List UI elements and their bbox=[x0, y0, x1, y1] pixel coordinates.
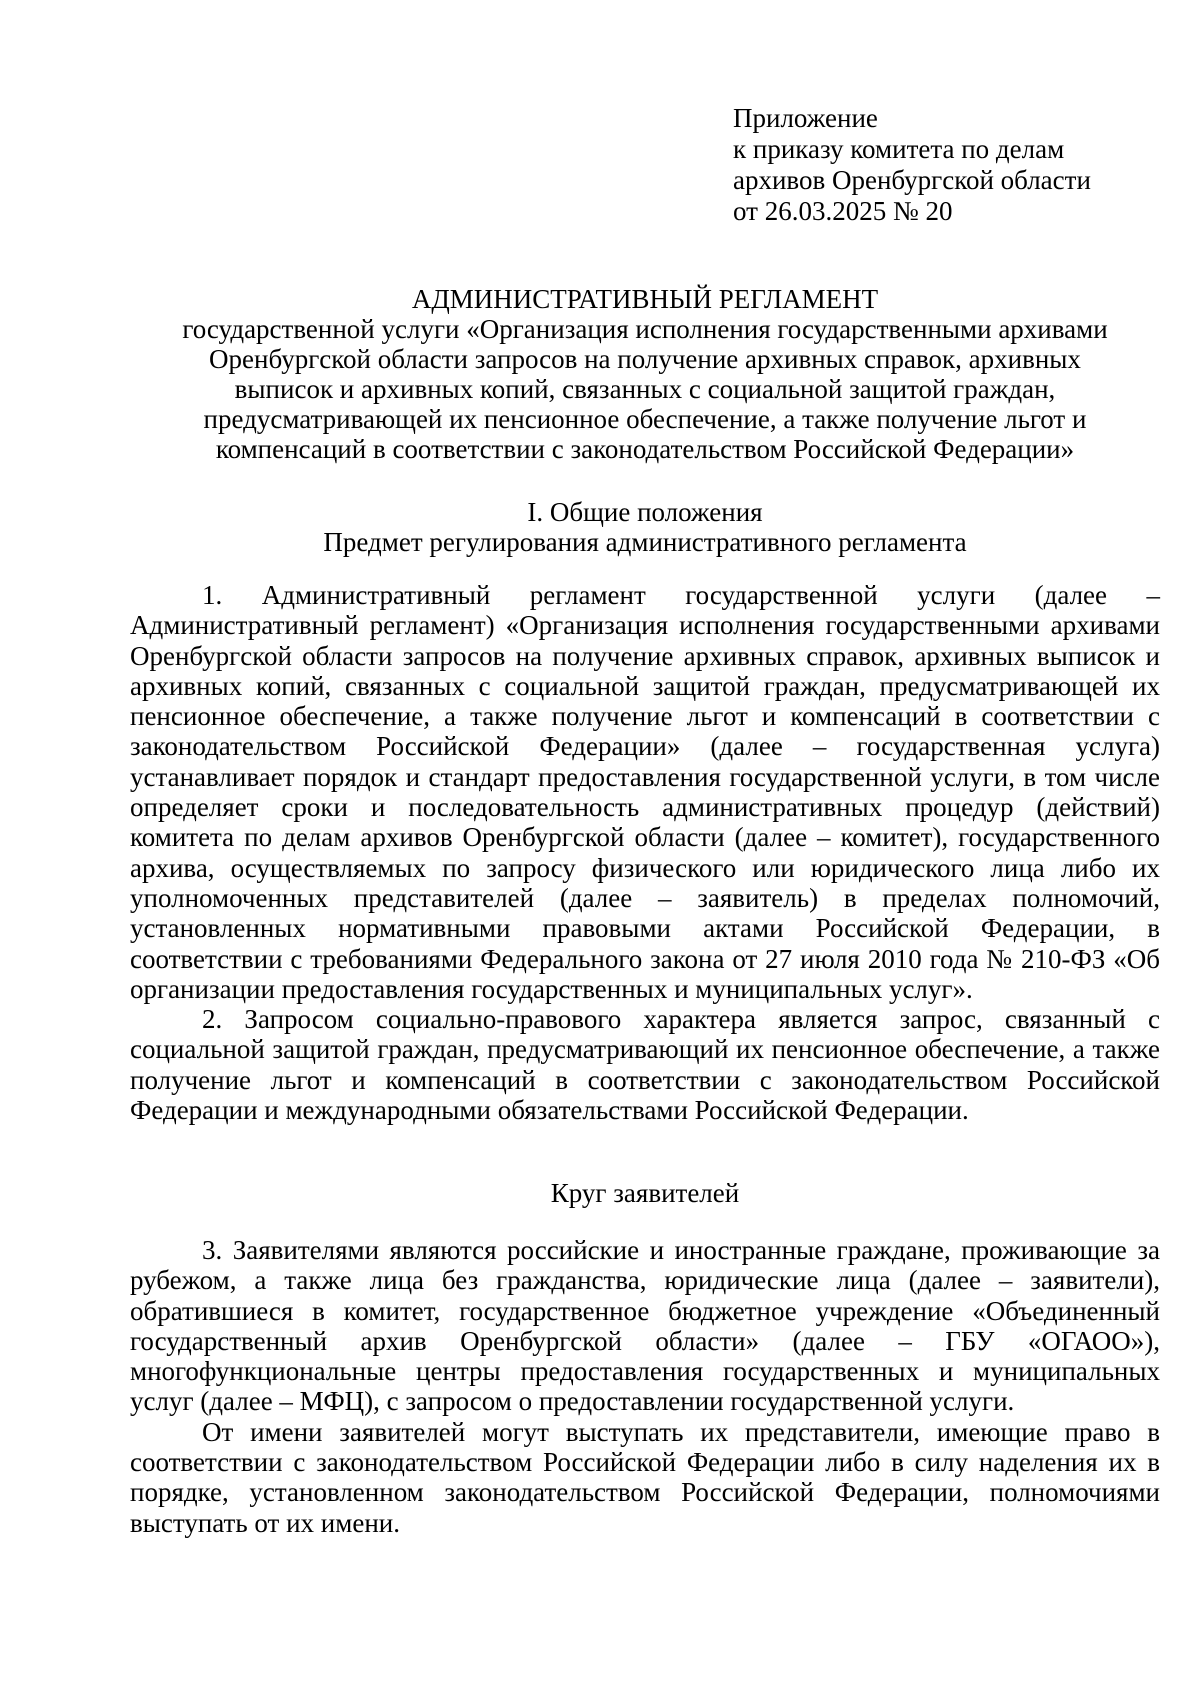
approval-line: архивов Оренбургской области bbox=[733, 165, 1091, 195]
section-body bbox=[130, 580, 1160, 1125]
approval-stamp-block bbox=[733, 103, 1153, 227]
title-line: Оренбургской области запросов на получение архивных справок, архивных bbox=[209, 344, 1081, 374]
section-heading: Круг заявителей bbox=[550, 1178, 740, 1208]
paragraph: 1. Административный регламент государственной услуги (далее – Административный регламент) «Организация исполнения государственными архивами Оренбургской области запросов на получение архивных справок, архивных выписок и архивных копий, связанных с социальной защитой граждан, предусматривающей их пенсионное обеспечение, а также получение льгот и компенсаций в соответствии с законодательством Российской Федерации» (далее – государственная услуга) устанавливает порядок и стандарт предоставления государственной услуги, в том числе определяет сроки и последовательность административных процедур (действий) комитета по делам архивов Оренбургской области (далее – комитет), государственного архива, осуществляемых по запросу физического или юридического лица либо их уполномоченных представителей (далее – заявитель) в пределах полномочий, установленных нормативными правовыми актами Российской Федерации, в соответствии с требованиями Федерального закона от 27 июля 2010 года № 210-ФЗ «Об организации предоставления государственных и муниципальных услуг». bbox=[130, 580, 1160, 1004]
title-line: предусматривающей их пенсионное обеспечение, а также получение льгот и bbox=[203, 404, 1087, 434]
title-line: компенсаций в соответствии с законодательством Российской Федерации» bbox=[215, 434, 1075, 464]
title-line: выписок и архивных копий, связанных с социальной защитой граждан, bbox=[234, 374, 1056, 404]
document-title bbox=[130, 284, 1160, 464]
title-main: АДМИНИСТРАТИВНЫЙ РЕГЛАМЕНТ bbox=[411, 284, 879, 314]
paragraph: От имени заявителей могут выступать их представители, имеющие право в соответствии с законодательством Российской Федерации либо в силу наделения их в порядке, установленном законодательством Российской Федерации, полномочиями выступать от их имени. bbox=[130, 1416, 1160, 1538]
approval-line: от 26.03.2025 № 20 bbox=[733, 196, 953, 226]
section-subheading: Предмет регулирования административного регламента bbox=[323, 527, 967, 557]
paragraph: 3. Заявителями являются российские и иностранные граждане, проживающие за рубежом, а также лица без гражданства, юридические лица (далее – заявители), обратившиеся в комитет, государственное бюджетное учреждение «Объединенный государственный архив Оренбургской области» (далее – ГБУ «ОГАОО»), многофункциональные центры предоставления государственных и муниципальных услуг (далее – МФЦ), с запросом о предоставлении государственной услуги. bbox=[130, 1235, 1160, 1417]
section-heading: I. Общие положения bbox=[527, 497, 763, 527]
title-line: государственной услуги «Организация исполнения государственными архивами bbox=[182, 314, 1108, 344]
paragraph: 2. Запросом социально-правового характера является запрос, связанный с социальной защитой граждан, предусматривающий их пенсионное обеспечение, а также получение льгот и компенсаций в соответствии с законодательством Российской Федерации и международными обязательствами Российской Федерации. bbox=[130, 1004, 1160, 1126]
approval-line: к приказу комитета по делам bbox=[733, 134, 1065, 164]
section-body bbox=[130, 1235, 1160, 1538]
approval-line: Приложение bbox=[733, 103, 878, 133]
